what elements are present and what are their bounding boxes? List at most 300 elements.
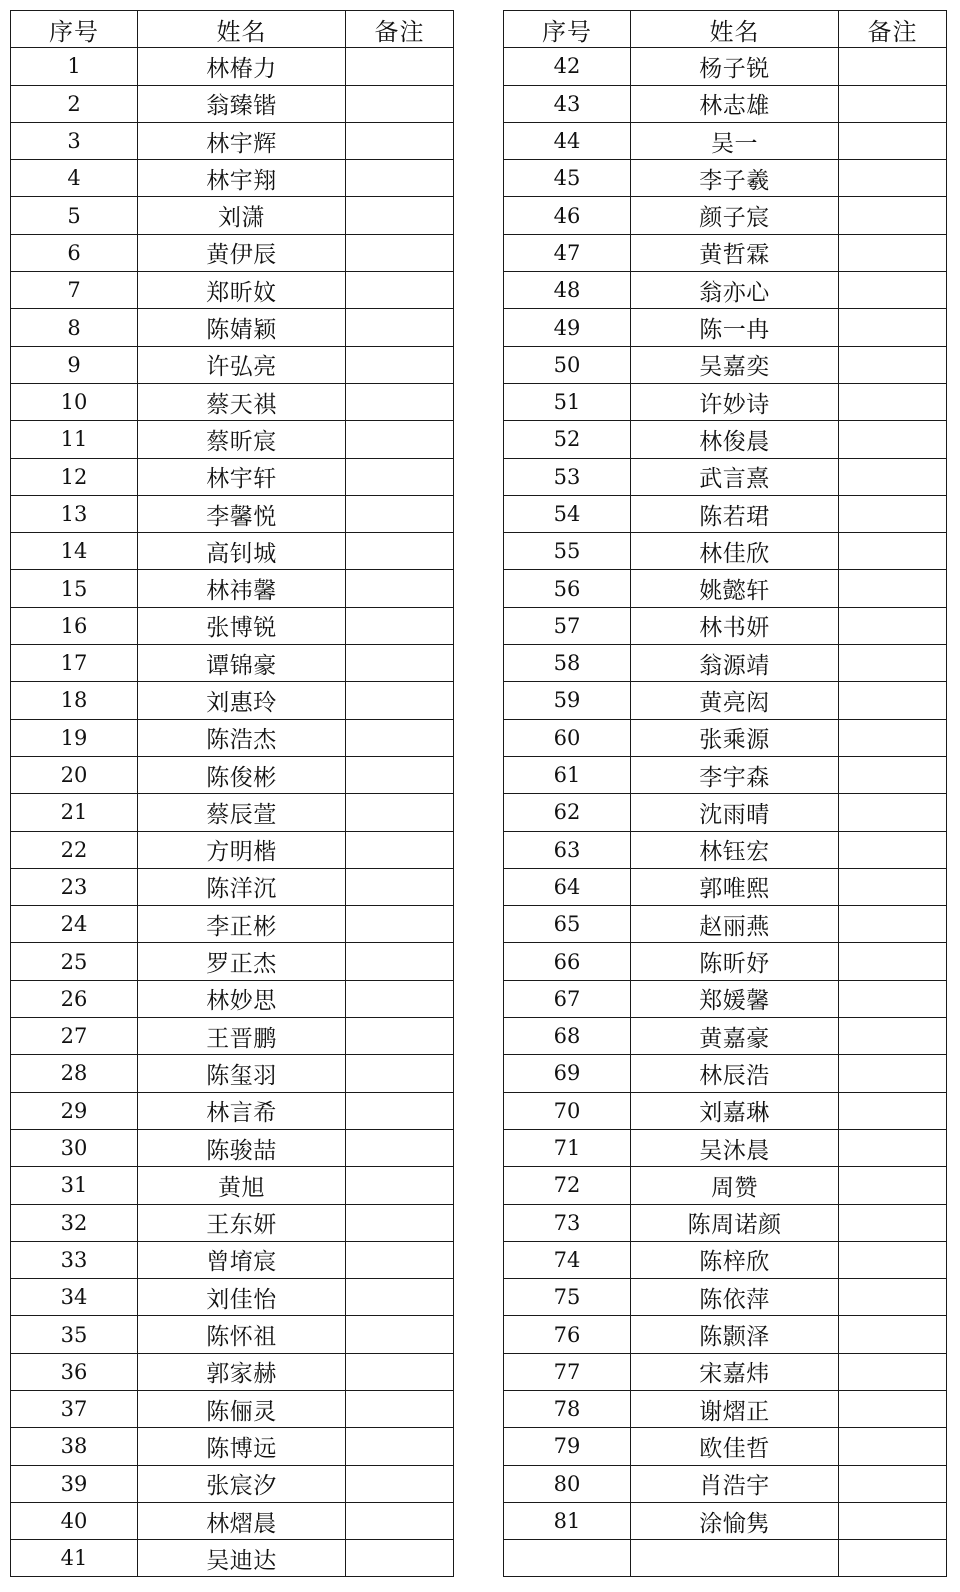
row-note [346,495,454,532]
row-name: 林宇翔 [138,160,346,197]
row-name: 黄亮闳 [631,682,839,719]
row-note [346,234,454,271]
row-index: 6 [11,234,138,271]
row-note [839,421,947,458]
row-name: 刘潇 [138,197,346,234]
table-row [504,980,947,1017]
row-name: 武言熹 [631,458,839,495]
row-index: 46 [504,197,631,234]
header-name: 姓名 [138,11,346,48]
right-roster-table [503,10,947,1577]
row-name: 罗正杰 [138,943,346,980]
row-note [839,1204,947,1241]
table-row [504,1316,947,1353]
row-name: 陈颢泽 [631,1316,839,1353]
row-note [839,1167,947,1204]
row-index: 40 [11,1502,138,1539]
row-note [346,868,454,905]
table-row [504,160,947,197]
row-name: 陈周诺颜 [631,1204,839,1241]
row-note [346,570,454,607]
row-note [346,458,454,495]
table-row [504,1279,947,1316]
table-row [11,1092,454,1129]
row-name: 蔡昕宸 [138,421,346,458]
row-note [346,1465,454,1502]
row-note [839,1540,947,1577]
row-name: 林椿力 [138,48,346,85]
row-name: 李馨悦 [138,495,346,532]
row-index: 27 [11,1018,138,1055]
row-index: 8 [11,309,138,346]
table-row [11,831,454,868]
table-row [11,1540,454,1577]
row-index: 9 [11,346,138,383]
row-name: 杨子锐 [631,48,839,85]
row-index: 24 [11,906,138,943]
row-name: 林俊晨 [631,421,839,458]
row-index: 50 [504,346,631,383]
row-index: 30 [11,1129,138,1166]
row-index: 10 [11,383,138,420]
table-row [504,1018,947,1055]
row-index: 76 [504,1316,631,1353]
table-row [11,421,454,458]
table-row [11,756,454,793]
row-note [346,756,454,793]
row-name: 林宇轩 [138,458,346,495]
row-note [346,682,454,719]
row-note [839,719,947,756]
row-name: 郑昕妏 [138,272,346,309]
row-index: 66 [504,943,631,980]
row-index: 79 [504,1428,631,1465]
row-note [839,607,947,644]
table-row [11,160,454,197]
table-row [11,533,454,570]
table-row [11,1204,454,1241]
table-row [11,570,454,607]
table-row [11,48,454,85]
table-row [504,1540,947,1577]
header-name: 姓名 [631,11,839,48]
row-index: 23 [11,868,138,905]
row-name: 陈洋沉 [138,868,346,905]
row-index: 56 [504,570,631,607]
row-note [839,943,947,980]
row-name: 许弘亮 [138,346,346,383]
row-name: 陈博远 [138,1428,346,1465]
row-name: 林言希 [138,1092,346,1129]
row-name: 陈怀祖 [138,1316,346,1353]
row-index: 22 [11,831,138,868]
row-index: 78 [504,1390,631,1427]
table-row [11,868,454,905]
header-index: 序号 [11,11,138,48]
row-index: 63 [504,831,631,868]
row-index: 38 [11,1428,138,1465]
table-row [504,1092,947,1129]
table-row [11,1502,454,1539]
table-row [504,234,947,271]
right-table-body [504,48,947,1577]
row-index: 58 [504,645,631,682]
row-name: 翁臻锴 [138,85,346,122]
row-index: 49 [504,309,631,346]
table-row [11,645,454,682]
table-row [11,1241,454,1278]
row-name: 林书妍 [631,607,839,644]
row-name: 翁亦心 [631,272,839,309]
row-index: 26 [11,980,138,1017]
row-index: 33 [11,1241,138,1278]
row-name: 黄嘉豪 [631,1018,839,1055]
row-note [346,1353,454,1390]
row-note [839,1390,947,1427]
row-index: 51 [504,383,631,420]
table-row [504,272,947,309]
row-index: 75 [504,1279,631,1316]
row-note [839,1018,947,1055]
table-row [11,794,454,831]
table-row [504,1353,947,1390]
row-note [346,943,454,980]
left-table-body [11,48,454,1577]
row-name: 张乘源 [631,719,839,756]
row-index [504,1540,631,1577]
row-index: 55 [504,533,631,570]
table-row [11,980,454,1017]
row-index: 72 [504,1167,631,1204]
table-row [11,1428,454,1465]
row-note [839,1316,947,1353]
row-note [839,1279,947,1316]
row-note [839,1055,947,1092]
row-index: 1 [11,48,138,85]
table-row [504,1167,947,1204]
row-index: 35 [11,1316,138,1353]
row-index: 29 [11,1092,138,1129]
row-name: 刘嘉琳 [631,1092,839,1129]
row-note [839,756,947,793]
row-name: 陈骏喆 [138,1129,346,1166]
table-row [504,1204,947,1241]
table-row [504,943,947,980]
table-row [11,1390,454,1427]
row-note [839,160,947,197]
row-note [839,346,947,383]
row-index: 69 [504,1055,631,1092]
row-note [346,1390,454,1427]
row-note [839,794,947,831]
row-note [346,122,454,159]
row-index: 54 [504,495,631,532]
table-row [11,1018,454,1055]
table-row [504,682,947,719]
row-index: 20 [11,756,138,793]
row-name: 陈俊彬 [138,756,346,793]
row-name: 周赞 [631,1167,839,1204]
table-row [11,1279,454,1316]
table-row [504,533,947,570]
row-note [839,906,947,943]
row-index: 28 [11,1055,138,1092]
table-row [504,383,947,420]
row-note [346,1241,454,1278]
row-index: 53 [504,458,631,495]
row-note [346,1279,454,1316]
row-note [346,1316,454,1353]
row-name: 张博锐 [138,607,346,644]
row-name: 吴嘉奕 [631,346,839,383]
row-index: 67 [504,980,631,1017]
row-index: 73 [504,1204,631,1241]
row-name: 陈婧颖 [138,309,346,346]
header-note: 备注 [346,11,454,48]
row-name: 陈俪灵 [138,1390,346,1427]
row-index: 77 [504,1353,631,1390]
table-row [11,607,454,644]
header-row [11,11,454,48]
row-note [346,1167,454,1204]
table-row [504,570,947,607]
row-note [839,85,947,122]
table-row [11,1316,454,1353]
row-note [839,1353,947,1390]
row-note [839,48,947,85]
table-row [504,309,947,346]
row-note [346,645,454,682]
row-name: 翁源靖 [631,645,839,682]
row-index: 59 [504,682,631,719]
row-name: 欧佳哲 [631,1428,839,1465]
row-note [346,1018,454,1055]
row-index: 13 [11,495,138,532]
row-note [839,234,947,271]
row-index: 2 [11,85,138,122]
row-note [346,607,454,644]
row-note [346,346,454,383]
row-name: 谢熠正 [631,1390,839,1427]
row-note [839,1428,947,1465]
row-index: 43 [504,85,631,122]
row-index: 16 [11,607,138,644]
row-note [346,383,454,420]
table-row [11,85,454,122]
row-name: 吴一 [631,122,839,159]
table-row [11,234,454,271]
row-note [346,197,454,234]
row-note [346,1204,454,1241]
row-name: 黄哲霖 [631,234,839,271]
row-index: 81 [504,1502,631,1539]
row-index: 11 [11,421,138,458]
row-index: 36 [11,1353,138,1390]
table-row [504,794,947,831]
row-name: 蔡天祺 [138,383,346,420]
row-note [346,980,454,1017]
row-name: 郑媛馨 [631,980,839,1017]
row-note [839,533,947,570]
row-index: 71 [504,1129,631,1166]
row-name: 陈若珺 [631,495,839,532]
row-note [346,421,454,458]
row-name: 刘佳怡 [138,1279,346,1316]
table-row [504,831,947,868]
row-note [346,794,454,831]
row-note [839,1092,947,1129]
row-note [346,160,454,197]
row-note [346,1502,454,1539]
row-index: 47 [504,234,631,271]
row-name: 黄旭 [138,1167,346,1204]
table-row [11,943,454,980]
row-name: 赵丽燕 [631,906,839,943]
row-index: 45 [504,160,631,197]
row-note [346,1129,454,1166]
table-row [11,719,454,756]
row-name [631,1540,839,1577]
row-index: 80 [504,1465,631,1502]
table-row [504,346,947,383]
row-name: 高钊城 [138,533,346,570]
row-index: 4 [11,160,138,197]
row-note [839,458,947,495]
table-row [504,1502,947,1539]
table-row [504,719,947,756]
table-row [11,495,454,532]
row-index: 61 [504,756,631,793]
row-index: 18 [11,682,138,719]
row-note [839,645,947,682]
row-name: 黄伊辰 [138,234,346,271]
row-name: 林志雄 [631,85,839,122]
table-row [11,1465,454,1502]
row-name: 林辰浩 [631,1055,839,1092]
table-row [11,682,454,719]
row-index: 15 [11,570,138,607]
row-index: 39 [11,1465,138,1502]
row-name: 刘惠玲 [138,682,346,719]
row-note [346,906,454,943]
row-index: 64 [504,868,631,905]
row-note [839,980,947,1017]
table-row [11,346,454,383]
row-note [346,1092,454,1129]
row-note [346,309,454,346]
table-row [11,122,454,159]
table-row [504,868,947,905]
table-row [504,1390,947,1427]
table-row [11,458,454,495]
left-roster-table [10,10,454,1577]
table-row [504,645,947,682]
row-note [839,1502,947,1539]
row-index: 74 [504,1241,631,1278]
row-index: 68 [504,1018,631,1055]
row-note [839,682,947,719]
table-row [504,1129,947,1166]
row-index: 5 [11,197,138,234]
header-note: 备注 [839,11,947,48]
row-name: 李子羲 [631,160,839,197]
row-index: 37 [11,1390,138,1427]
row-note [839,570,947,607]
table-row [504,756,947,793]
row-name: 蔡辰萱 [138,794,346,831]
row-index: 41 [11,1540,138,1577]
row-index: 60 [504,719,631,756]
table-row [504,85,947,122]
row-name: 林妙思 [138,980,346,1017]
row-note [839,272,947,309]
row-note [839,1129,947,1166]
row-name: 曾堉宸 [138,1241,346,1278]
row-name: 林熠晨 [138,1502,346,1539]
row-note [346,533,454,570]
row-name: 肖浩宇 [631,1465,839,1502]
row-name: 林钰宏 [631,831,839,868]
table-row [504,1428,947,1465]
row-name: 陈玺羽 [138,1055,346,1092]
row-name: 陈一冉 [631,309,839,346]
table-row [504,197,947,234]
row-name: 陈依萍 [631,1279,839,1316]
row-note [346,1055,454,1092]
row-name: 陈梓欣 [631,1241,839,1278]
row-name: 林祎馨 [138,570,346,607]
row-name: 张宸汐 [138,1465,346,1502]
row-name: 颜子宸 [631,197,839,234]
row-index: 17 [11,645,138,682]
row-index: 65 [504,906,631,943]
row-note [346,831,454,868]
table-row [11,272,454,309]
row-name: 方明楷 [138,831,346,868]
row-name: 王晋鹏 [138,1018,346,1055]
table-row [11,309,454,346]
row-note [346,85,454,122]
row-note [346,1428,454,1465]
row-name: 王东妍 [138,1204,346,1241]
table-row [504,458,947,495]
row-index: 52 [504,421,631,458]
row-index: 21 [11,794,138,831]
row-note [839,309,947,346]
row-index: 19 [11,719,138,756]
table-row [504,1055,947,1092]
row-name: 郭家赫 [138,1353,346,1390]
row-note [346,48,454,85]
row-note [346,719,454,756]
row-note [839,383,947,420]
table-row [504,122,947,159]
table-row [11,1353,454,1390]
row-index: 70 [504,1092,631,1129]
table-row [504,1241,947,1278]
row-name: 陈浩杰 [138,719,346,756]
header-row [504,11,947,48]
row-index: 3 [11,122,138,159]
row-name: 涂愉隽 [631,1502,839,1539]
row-note [839,868,947,905]
row-note [839,1241,947,1278]
row-name: 宋嘉炜 [631,1353,839,1390]
row-index: 42 [504,48,631,85]
row-note [346,1540,454,1577]
table-row [11,1167,454,1204]
table-row [11,1055,454,1092]
